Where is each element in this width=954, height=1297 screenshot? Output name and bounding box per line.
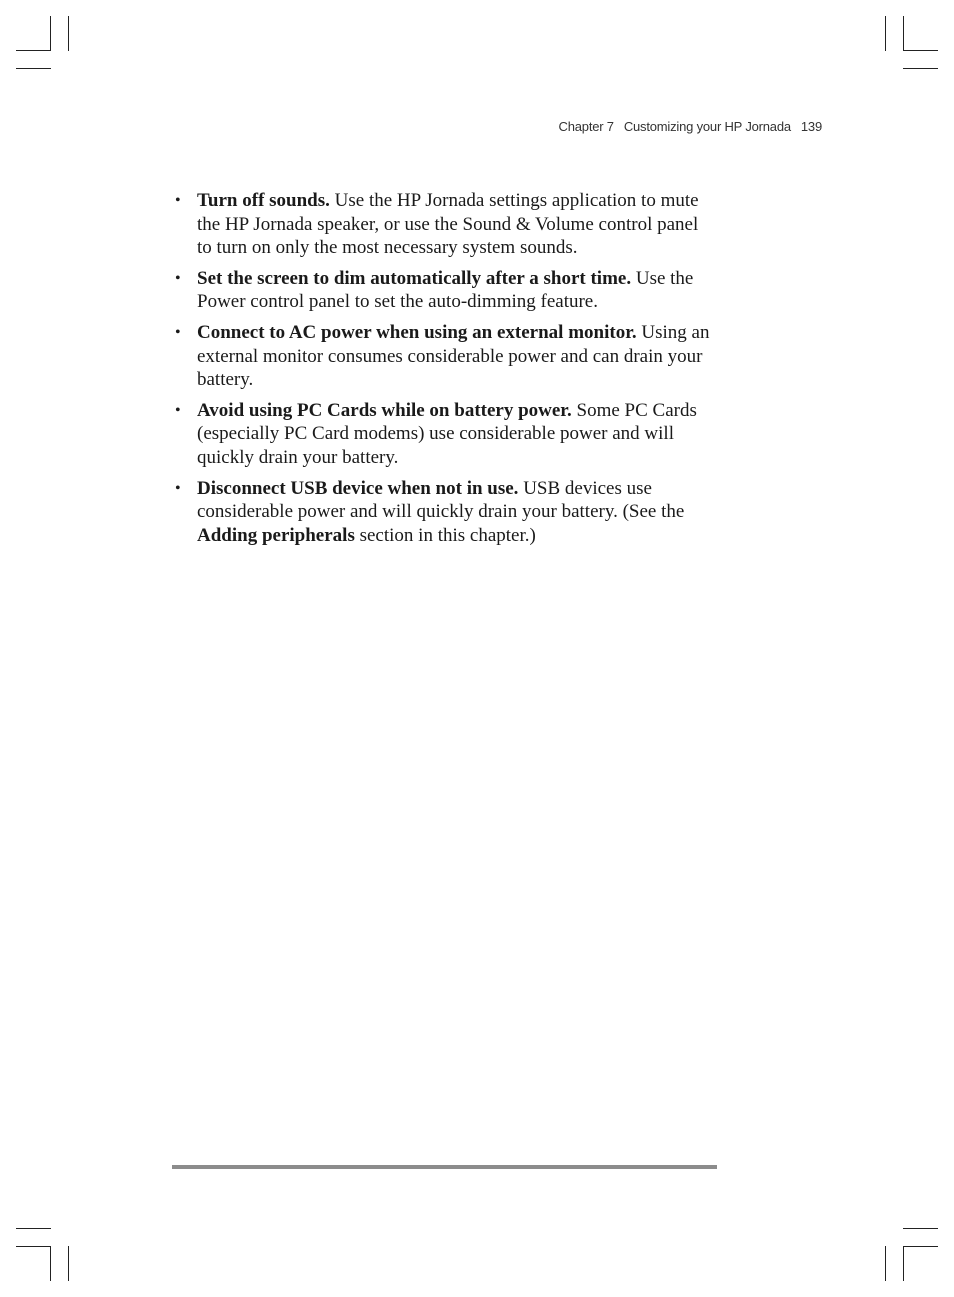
bullet-icon: •	[175, 269, 181, 287]
tip-heading: Disconnect USB device when not in use.	[197, 477, 519, 499]
page-body	[175, 189, 710, 554]
chapter-title: Customizing your HP Jornada	[623, 119, 791, 134]
crop-mark	[68, 16, 69, 51]
list-item	[175, 477, 710, 548]
bullet-icon: •	[175, 401, 181, 419]
chapter-label: Chapter 7	[558, 119, 614, 134]
crop-mark	[50, 1246, 51, 1281]
cross-reference: Adding peripherals	[197, 524, 355, 546]
tip-heading: Avoid using PC Cards while on battery power.	[197, 399, 572, 421]
list-item	[175, 267, 710, 314]
crop-mark	[16, 1228, 51, 1229]
battery-tips-list	[175, 189, 710, 547]
crop-mark	[903, 50, 938, 51]
tip-text: section in this chapter.)	[354, 524, 536, 546]
tip-text: Use the HP Jornada settings application to mute the HP Jornada speaker, or use the Sound & Volume control panel to turn on only the most necessary system sounds.	[197, 190, 699, 259]
running-header	[559, 119, 822, 134]
crop-mark	[903, 16, 904, 51]
list-item	[175, 321, 710, 392]
tip-heading: Turn off sounds.	[197, 190, 330, 211]
crop-mark	[903, 1246, 904, 1281]
crop-mark	[903, 1228, 938, 1229]
tip-heading: Connect to AC power when using an external monitor.	[197, 321, 637, 343]
crop-mark	[16, 50, 51, 51]
list-item	[175, 189, 710, 260]
crop-mark	[903, 1246, 938, 1247]
page-number: 139	[800, 119, 822, 134]
crop-mark	[50, 16, 51, 51]
tip-text: Some PC Cards (especially PC Card modems) use considerable power and will quickly drain your battery.	[197, 399, 697, 468]
bullet-icon: •	[175, 479, 181, 497]
crop-mark	[903, 68, 938, 69]
crop-mark	[885, 1246, 886, 1281]
bullet-icon: •	[175, 323, 181, 341]
bullet-icon: •	[175, 192, 181, 209]
tip-text: Using an external monitor consumes considerable power and can drain your battery.	[197, 321, 710, 391]
crop-mark	[16, 1246, 51, 1247]
tip-text: Use the Power control panel to set the auto-dimming feature.	[197, 267, 694, 313]
list-item	[175, 399, 710, 470]
crop-mark	[885, 16, 886, 51]
tip-text: USB devices use considerable power and will quickly drain your battery. (See the	[197, 477, 685, 523]
crop-mark	[68, 1246, 69, 1281]
tip-heading: Set the screen to dim automatically after a short time.	[197, 267, 632, 289]
footer-rule	[172, 1165, 717, 1169]
crop-mark	[16, 68, 51, 69]
